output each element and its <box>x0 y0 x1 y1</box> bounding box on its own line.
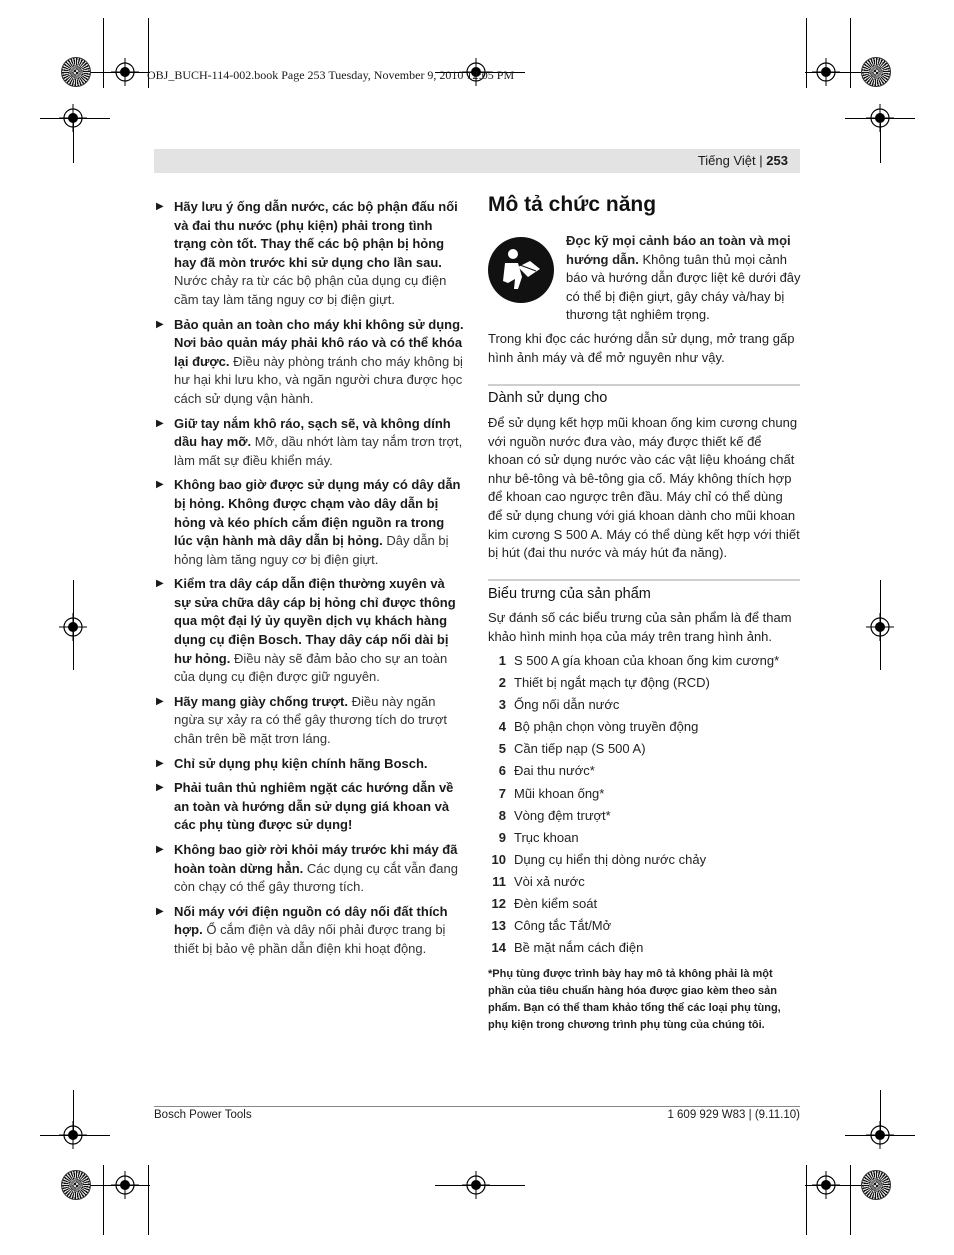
item-label: Công tắc Tắt/Mở <box>514 918 612 934</box>
item-label: S 500 A gía khoan của khoan ống kim cương* <box>514 653 780 668</box>
item-number: 8 <box>498 807 506 823</box>
bullet-text: Mỡ, dầu nhớt làm tay nắm trơn trợt, làm mất sự điều khiển máy. <box>174 434 463 468</box>
registration-target-icon <box>59 104 87 132</box>
bullet-bold-text: Kiểm tra dây cáp dẫn điện thường xuyên và sự sửa chữa dây cáp bị hỏng chỉ được thông qua một đại lý ủy quyền dịch vụ khách hàng dụng cụ điện Bosch. Thay dây cáp nối dài bị hư hỏng. <box>174 576 456 666</box>
bullet-item <box>154 476 464 569</box>
safety-warning <box>566 232 802 325</box>
item-label: Thiết bị ngắt mạch tự động (RCD) <box>514 675 710 691</box>
bullet-arrow-icon: ▶ <box>156 201 164 212</box>
list-item <box>488 762 800 784</box>
item-number: 12 <box>491 896 506 912</box>
bullet-arrow-icon: ▶ <box>156 844 164 855</box>
bullet-item <box>154 198 464 310</box>
section-divider <box>488 579 800 581</box>
bullet-text: Điều này ngăn ngừa sự xảy ra có thể gây thương tích do trượt chân trên bề mặt trơn láng. <box>174 693 447 747</box>
product-features-heading: Biểu trưng của sản phẩm <box>488 586 651 602</box>
item-label: Cần tiếp nạp (S 500 A) <box>514 741 646 757</box>
bullet-arrow-icon: ▶ <box>156 417 164 429</box>
bullet-arrow-icon: ▶ <box>156 905 164 917</box>
item-number: 6 <box>498 763 506 779</box>
list-item <box>488 652 800 674</box>
bullet-bold-text: Bảo quản an toàn cho máy khi không sử dụng. Nơi bảo quản máy phải khô ráo và có thể khóa lại được. <box>174 316 464 369</box>
bullet-item <box>154 415 464 471</box>
intended-use-paragraph: Để sử dụng kết hợp mũi khoan ống kim cương chung với nguồn nước đưa vào, máy được thiết kế để khoan có sử dụng nước vào các vật liệu khoáng chất như bê-tông và bê-tông gia cố. Máy không thích hợp để khoan cao ngược trên đầu. Máy chỉ có thể dùng để sử dụng chung với giá khoan dành cho mũi khoan kim cương S 500 A. Máy có thể dùng kết hợp với thiết bị hút (đai thu nước và máy hút đa năng). <box>488 415 800 561</box>
product-features-paragraph: Sự đánh số các biểu trưng của sản phẩm là để tham khảo hình minh họa của máy trên trang hình ảnh. <box>488 610 792 644</box>
warning-bold-text: Đọc kỹ mọi cảnh báo an toàn và mọi hướng dẫn. <box>566 233 791 267</box>
item-number: 9 <box>498 829 506 845</box>
bullet-text: Ổ cắm điện và dây nối phải được trang bị thiết bị bảo vệ phần dẫn điện khi hoạt động. <box>174 922 446 956</box>
bullet-bold-text: Chỉ sử dụng phụ kiện chính hãng Bosch. <box>174 755 428 771</box>
item-number: 7 <box>498 785 506 801</box>
item-label: Trục khoan <box>514 829 579 845</box>
section-heading-intended-use <box>488 389 800 408</box>
section-title-block <box>488 193 800 216</box>
list-item <box>488 696 800 718</box>
footer-doc-number: 1 609 929 W83 | (9.11.10) <box>667 1109 800 1121</box>
list-item <box>488 939 800 961</box>
bullet-item <box>154 841 464 897</box>
read-manual-icon <box>488 237 554 303</box>
bullet-item <box>154 316 464 409</box>
registration-target-icon <box>866 1121 894 1149</box>
item-number: 3 <box>498 697 506 713</box>
section-divider <box>488 384 800 386</box>
bullet-text: Điều này sẽ đảm bảo cho sự an toàn của dụng cụ điện được giữ nguyên. <box>174 650 448 685</box>
bullet-bold-text: Hãy mang giày chống trượt. <box>174 693 348 709</box>
intro-paragraph: Trong khi đọc các hướng dẫn sử dụng, mở trang gấp hình ảnh máy và để mở nguyên như vậy. <box>488 331 795 365</box>
list-item <box>488 674 800 696</box>
item-number: 14 <box>491 940 506 956</box>
bullet-bold-text: Nối máy với điện nguồn có dây nối đất thích hợp. <box>174 903 448 938</box>
bullet-item <box>154 903 464 959</box>
list-item <box>488 785 800 807</box>
header-separator: | <box>759 153 763 168</box>
list-item <box>488 740 800 762</box>
bullet-text: Các dụng cụ cắt vẫn đang còn chạy có thể gây thương tích. <box>174 860 458 895</box>
component-list <box>488 652 800 961</box>
warning-text: Không tuân thủ mọi cảnh báo và hướng dẫn được liệt kê dưới đây có thể bị điện giựt, gây cháy và/hay bị thương tật nghiêm trọng. <box>566 251 801 323</box>
page-number: 253 <box>766 153 788 168</box>
list-item <box>488 829 800 851</box>
bullet-item <box>154 755 464 774</box>
section-title: Mô tả chức năng <box>488 193 657 216</box>
bullet-arrow-icon: ▶ <box>156 782 164 794</box>
list-item <box>488 851 800 873</box>
item-label: Bộ phận chọn vòng truyền động <box>514 719 699 735</box>
item-label: Ống nối dẫn nước <box>514 697 620 713</box>
bullet-arrow-icon: ▶ <box>156 318 164 330</box>
safety-bullet-list <box>154 198 464 965</box>
section-heading-product-features <box>488 585 800 604</box>
header-text <box>698 153 788 168</box>
list-item <box>488 718 800 740</box>
color-bar-star-icon <box>61 1170 91 1200</box>
registration-target-icon <box>59 1121 87 1149</box>
bullet-bold-text: Phải tuân thủ nghiêm ngặt các hướng dẫn về an toàn và hướng dẫn sử dụng giá khoan và các phụ tùng được sử dụng! <box>174 780 454 833</box>
item-number: 10 <box>491 851 506 867</box>
registration-target-icon <box>866 613 894 641</box>
item-label: Bề mặt nắm cách điện <box>514 940 644 956</box>
bullet-item <box>154 575 464 687</box>
bullet-text: Điều này phòng tránh cho máy không bị hư hại khi lưu kho, và ngăn người chưa được học cách sử dụng vận hành. <box>174 353 463 406</box>
page-header <box>154 149 800 173</box>
item-label: Vòng đệm trượt* <box>514 807 611 823</box>
bullet-arrow-icon: ▶ <box>156 757 164 769</box>
color-bar-star-icon <box>861 1170 891 1200</box>
color-bar-star-icon <box>861 57 891 87</box>
footnote: *Phụ tùng được trình bày hay mô tả không phải là một phần của tiêu chuẩn hàng hóa được giao kèm theo sản phẩm. Bạn có thể tham khảo tổng thể các loại phụ tùng, phụ kiện trong chương trình phụ tùng của chúng tôi. <box>488 968 781 1031</box>
item-label: Vòi xả nước <box>514 873 585 889</box>
item-number: 11 <box>492 873 506 889</box>
footer-brand: Bosch Power Tools <box>154 1109 252 1121</box>
list-item <box>488 917 800 939</box>
list-item <box>488 895 800 917</box>
item-number: 1 <box>498 653 506 668</box>
intended-use-heading: Dành sử dụng cho <box>488 390 608 406</box>
color-bar-star-icon <box>61 57 91 87</box>
item-label: Dụng cụ hiển thị dòng nước chảy <box>514 851 707 867</box>
print-info-line: OBJ_BUCH-114-002.book Page 253 Tuesday, November 9, 2010 12:05 PM <box>147 68 515 82</box>
footer-divider <box>154 1106 800 1107</box>
registration-target-icon <box>111 58 139 86</box>
list-item <box>488 873 800 895</box>
item-number: 13 <box>491 918 506 934</box>
registration-target-icon <box>111 1171 139 1199</box>
bullet-arrow-icon: ▶ <box>156 479 164 491</box>
bullet-text: Nước chảy ra từ các bộ phận của dụng cụ điện cầm tay làm tăng nguy cơ bị điện giựt. <box>174 273 447 307</box>
bullet-bold-text: Không bao giờ được sử dụng máy có dây dẫn bị hỏng. Không được chạm vào dây dẫn bị hỏng và kéo phích cắm điện nguồn ra trong lúc vận hành mà dây dẫn bị hỏng. <box>174 477 461 549</box>
item-number: 4 <box>498 719 506 735</box>
bullet-item <box>154 779 464 835</box>
bullet-item <box>154 693 464 749</box>
header-language: Tiếng Việt <box>697 153 756 168</box>
item-label: Mũi khoan ống* <box>514 785 605 801</box>
bullet-arrow-icon: ▶ <box>156 695 164 707</box>
bullet-text: Dây dẫn bị hỏng làm tăng nguy cơ bị điện giựt. <box>174 533 449 567</box>
list-item <box>488 807 800 829</box>
registration-target-icon <box>59 613 87 641</box>
item-number: 5 <box>498 741 506 757</box>
item-label: Đèn kiểm soát <box>514 896 598 912</box>
bullet-bold-text: Giữ tay nắm khô ráo, sạch sẽ, và không dính dầu hay mỡ. <box>174 415 451 450</box>
bullet-bold-text: Hãy lưu ý ống dẫn nước, các bộ phận đấu nối và đai thu nước (phụ kiện) phải trong tình trạng còn tốt. Thay thế các bộ phận bị hỏng hay đã mòn trước khi sử dụng cho lần sau. <box>174 199 458 270</box>
registration-target-icon <box>812 58 840 86</box>
item-number: 2 <box>498 675 506 691</box>
registration-target-icon <box>812 1171 840 1199</box>
item-label: Đai thu nước* <box>514 763 595 779</box>
registration-target-icon <box>462 1171 490 1199</box>
bullet-bold-text: Không bao giờ rời khỏi máy trước khi máy đã hoàn toàn dừng hẳn. <box>174 842 458 876</box>
registration-target-icon <box>866 104 894 132</box>
bullet-arrow-icon: ▶ <box>156 578 164 590</box>
